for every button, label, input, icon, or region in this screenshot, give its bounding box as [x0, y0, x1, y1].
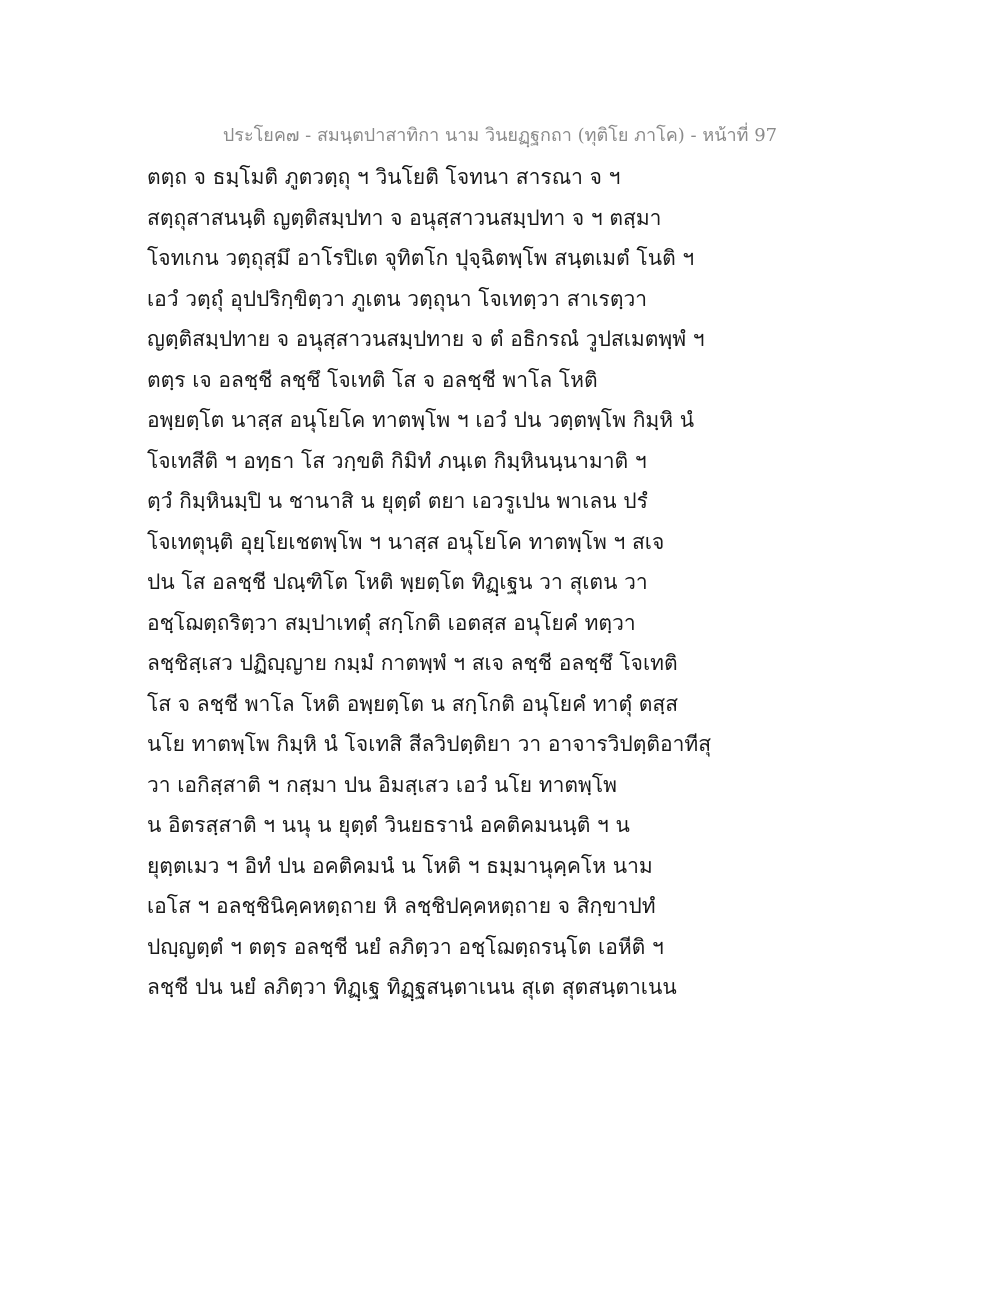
text-line: ตฺวํ กิมฺหินมฺปิ น ชานาสิ น ยุตฺตํ ตยา เอวรูเปน พาเลน ปรํ	[147, 489, 648, 513]
text-line: โจเทตุนฺติ อุยฺโยเชตพฺโพ ฯ นาสฺส อนุโยโค ทาตพฺโพ ฯ สเจ	[147, 529, 665, 554]
text-line: ปญฺญตฺตํ ฯ ตตฺร อลชฺชี นยํ ลภิตฺวา อชฺโฌตฺถรนฺโต เอหีติ ฯ	[147, 934, 664, 959]
text-line: อพฺยตฺโต นาสฺส อนุโยโค ทาตพฺโพ ฯ เอวํ ปน วตฺตพฺโพ กิมฺหิ นํ	[147, 408, 695, 432]
text-line: เอวํ วตฺถุํ อุปปริกฺขิตฺวา ภูเตน วตฺถุนา โจเทตฺวา สาเรตฺวา	[147, 286, 648, 311]
text-line: สตฺถุสาสนนฺติ ญตฺติสมฺปทา จ อนุสฺสาวนสมฺปทา จ ฯ ตสฺมา	[147, 205, 662, 230]
text-line: ญตฺติสมฺปทาย จ อนุสฺสาวนสมฺปทาย จ ตํ อธิกรณํ วูปสเมตพฺพํ ฯ	[147, 327, 705, 351]
body-text	[147, 157, 867, 1008]
text-line: นโย ทาตพฺโพ กิมฺหิ นํ โจเทสิ สีลวิปตฺติยา วา อาจารวิปตฺติอาทีสุ	[147, 732, 712, 756]
text-line: ตตฺถ จ ธมฺโมติ ภูตวตฺถุ ฯ วินโยติ โจทนา สารณา จ ฯ	[147, 165, 621, 189]
text-line: ปน โส อลชฺชี ปณฺฑิโต โหติ พฺยตฺโต ทิฏฺเฐน วา สุเตน วา	[147, 570, 648, 594]
text-line: ลชฺชี ปน นยํ ลภิตฺวา ทิฏฺเฐ ทิฏฺฐสนฺตาเนน สุเต สุตสนฺตาเนน	[147, 975, 677, 999]
text-line: วา เอกิสฺสาติ ฯ กสฺมา ปน อิมสฺเสว เอวํ นโย ทาตพฺโพ	[147, 772, 618, 797]
text-line: โจเทสีติ ฯ อทฺธา โส วกฺขติ กิมิทํ ภนฺเต กิมฺหินนฺนามาติ ฯ	[147, 448, 647, 473]
text-line: น อิตรสฺสาติ ฯ นนุ น ยุตฺตํ วินยธรานํ อคติคมนนฺติ ฯ น	[147, 813, 630, 837]
text-line: ลชฺชิสฺเสว ปฏิญฺญาย กมฺมํ กาตพฺพํ ฯ สเจ ลชฺชี อลชฺชึ โจเทติ	[147, 651, 678, 675]
text-line: โส จ ลชฺชี พาโล โหติ อพฺยตฺโต น สกฺโกติ อนุโยคํ ทาตุํ ตสฺส	[147, 691, 679, 716]
text-line: ยุตฺตเมว ฯ อิทํ ปน อคติคมนํ น โหติ ฯ ธมฺมานุคฺคโห นาม	[147, 853, 653, 878]
text-line: โจทเกน วตฺถุสฺมึ อาโรปิเต จุทิตโก ปุจฺฉิตพฺโพ สนฺตเมตํ โนติ ฯ	[147, 246, 695, 270]
text-line: ตตฺร เจ อลชฺชี ลชฺชึ โจเทติ โส จ อลชฺชี พาโล โหติ	[147, 367, 598, 392]
text-line: เอโส ฯ อลชฺชินิคฺคหตฺถาย หิ ลชฺชิปคฺคหตฺถาย จ สิกฺขาปทํ	[147, 894, 656, 918]
page-header: ประโยค๗ - สมนฺตปาสาทิกา นาม วินยฏฺฐกถา (ทุติโย ภาโค) - หน้าที่ 97	[222, 125, 778, 146]
text-line: อชฺโฌตฺถริตฺวา สมฺปาเทตุํ สกฺโกติ เอตสฺส อนุโยคํ ทตฺวา	[147, 610, 636, 635]
